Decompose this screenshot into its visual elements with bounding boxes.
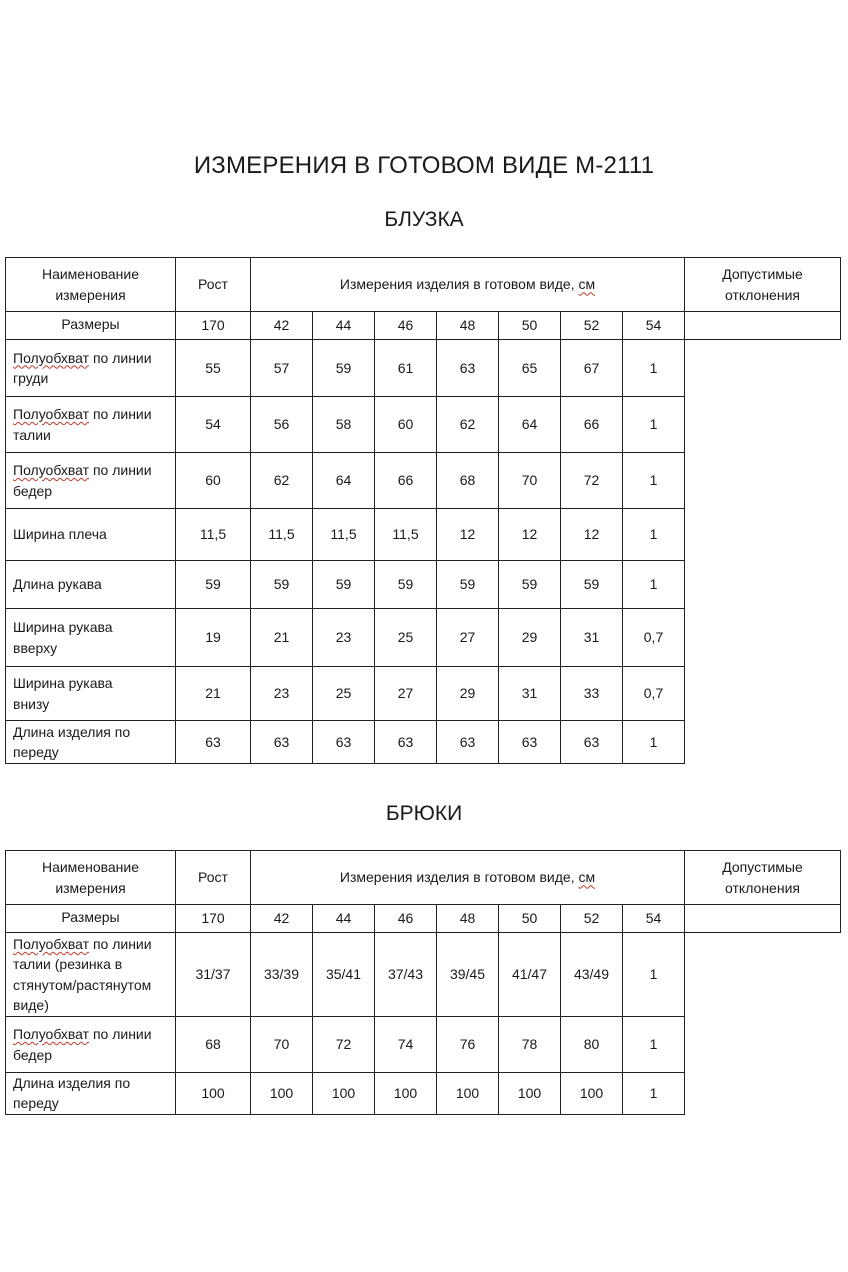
measurement-name: Длина рукава xyxy=(6,561,176,609)
measurement-value: 25 xyxy=(313,667,375,721)
measurement-value: 67 xyxy=(561,340,623,397)
table-row xyxy=(6,1073,841,1115)
size-header: 42 xyxy=(251,312,313,340)
table-row xyxy=(6,609,841,667)
measurement-value: 63 xyxy=(313,721,375,764)
height-value: 170 xyxy=(176,312,251,340)
measurement-value: 63 xyxy=(561,721,623,764)
tolerance-value: 1 xyxy=(623,340,685,397)
measurement-value: 11,5 xyxy=(313,509,375,561)
tolerance-value: 1 xyxy=(623,397,685,453)
measurement-value: 100 xyxy=(561,1073,623,1115)
measurement-name: Полуобхват по линии груди xyxy=(6,340,176,397)
table-row xyxy=(6,340,841,397)
measurement-value: 80 xyxy=(561,1017,623,1073)
measurement-value: 100 xyxy=(375,1073,437,1115)
measurement-value: 68 xyxy=(437,453,499,509)
measurement-value: 23 xyxy=(251,667,313,721)
header-height: Рост xyxy=(176,851,251,905)
sizes-label: Размеры xyxy=(6,905,176,933)
page-title: ИЗМЕРЕНИЯ В ГОТОВОМ ВИДЕ М-2111 xyxy=(193,152,655,179)
size-header: 44 xyxy=(313,905,375,933)
measurement-value: 61 xyxy=(375,340,437,397)
table-row xyxy=(6,1017,841,1073)
measurement-value: 63 xyxy=(437,721,499,764)
table-row xyxy=(6,667,841,721)
measurement-value: 12 xyxy=(499,509,561,561)
tolerance-value: 1 xyxy=(623,1073,685,1115)
measurement-value: 59 xyxy=(313,561,375,609)
size-header: 44 xyxy=(313,312,375,340)
measurement-value: 59 xyxy=(176,561,251,609)
measurement-name: Длина изделия по переду xyxy=(6,1073,176,1115)
measurement-value: 29 xyxy=(499,609,561,667)
measurement-value: 100 xyxy=(313,1073,375,1115)
measurement-value: 60 xyxy=(375,397,437,453)
sizes-label: Размеры xyxy=(6,312,176,340)
measurement-value: 74 xyxy=(375,1017,437,1073)
measurement-value: 11,5 xyxy=(251,509,313,561)
measurement-value: 19 xyxy=(176,609,251,667)
measurement-value: 56 xyxy=(251,397,313,453)
table-row xyxy=(6,933,841,1017)
measurement-value: 29 xyxy=(437,667,499,721)
measurement-value: 12 xyxy=(437,509,499,561)
measurement-name: Полуобхват по линии талии (резинка в стянутом/растянутом виде) xyxy=(6,933,176,1017)
measurement-value: 33 xyxy=(561,667,623,721)
header-measurements: Измерения изделия в готовом виде, см xyxy=(251,851,685,905)
measurement-value: 100 xyxy=(251,1073,313,1115)
measurement-value: 63 xyxy=(251,721,313,764)
measurement-name: Длина изделия по переду xyxy=(6,721,176,764)
measurement-value: 11,5 xyxy=(176,509,251,561)
size-header: 52 xyxy=(561,312,623,340)
trousers-heading: БРЮКИ xyxy=(385,802,463,825)
measurement-value: 27 xyxy=(437,609,499,667)
measurement-value: 62 xyxy=(251,453,313,509)
tolerance-value: 1 xyxy=(623,509,685,561)
header-name: Наименование измерения xyxy=(6,258,176,312)
measurement-value: 27 xyxy=(375,667,437,721)
table-row xyxy=(6,397,841,453)
table-row xyxy=(6,453,841,509)
blouse-table xyxy=(5,257,841,764)
table-row xyxy=(6,561,841,609)
tolerance-value: 1 xyxy=(623,453,685,509)
header-height: Рост xyxy=(176,258,251,312)
measurement-value: 63 xyxy=(437,340,499,397)
measurement-value: 31 xyxy=(499,667,561,721)
size-header: 46 xyxy=(375,905,437,933)
measurement-value: 33/39 xyxy=(251,933,313,1017)
measurement-value: 64 xyxy=(499,397,561,453)
measurement-name: Ширина рукава вверху xyxy=(6,609,176,667)
tolerance-value: 1 xyxy=(623,1017,685,1073)
measurement-value: 63 xyxy=(375,721,437,764)
measurement-value: 100 xyxy=(437,1073,499,1115)
measurement-value: 31/37 xyxy=(176,933,251,1017)
size-header: 52 xyxy=(561,905,623,933)
measurement-value: 63 xyxy=(499,721,561,764)
measurement-value: 78 xyxy=(499,1017,561,1073)
measurement-name: Полуобхват по линии бедер xyxy=(6,453,176,509)
measurement-value: 72 xyxy=(313,1017,375,1073)
size-header: 48 xyxy=(437,312,499,340)
measurement-value: 54 xyxy=(176,397,251,453)
tolerance-empty xyxy=(685,312,841,340)
measurement-value: 59 xyxy=(437,561,499,609)
header-tolerance: Допустимые отклонения xyxy=(685,258,841,312)
size-header: 42 xyxy=(251,905,313,933)
header-measurements: Измерения изделия в готовом виде, см xyxy=(251,258,685,312)
measurement-value: 23 xyxy=(313,609,375,667)
measurement-value: 62 xyxy=(437,397,499,453)
measurement-name: Ширина плеча xyxy=(6,509,176,561)
measurement-value: 21 xyxy=(251,609,313,667)
measurement-name: Ширина рукава внизу xyxy=(6,667,176,721)
measurement-value: 100 xyxy=(499,1073,561,1115)
measurement-value: 64 xyxy=(313,453,375,509)
trousers-table xyxy=(5,850,841,1115)
measurement-value: 37/43 xyxy=(375,933,437,1017)
measurement-value: 25 xyxy=(375,609,437,667)
measurement-value: 100 xyxy=(176,1073,251,1115)
measurement-value: 59 xyxy=(561,561,623,609)
header-name: Наименование измерения xyxy=(6,851,176,905)
size-header: 50 xyxy=(499,905,561,933)
blouse-heading: БЛУЗКА xyxy=(384,208,464,231)
tolerance-value: 0,7 xyxy=(623,609,685,667)
measurement-value: 31 xyxy=(561,609,623,667)
measurement-value: 59 xyxy=(251,561,313,609)
tolerance-value: 1 xyxy=(623,933,685,1017)
size-header: 54 xyxy=(623,312,685,340)
measurement-value: 66 xyxy=(375,453,437,509)
measurement-value: 76 xyxy=(437,1017,499,1073)
tolerance-value: 0,7 xyxy=(623,667,685,721)
measurement-value: 58 xyxy=(313,397,375,453)
size-header: 48 xyxy=(437,905,499,933)
measurement-value: 21 xyxy=(176,667,251,721)
measurement-value: 57 xyxy=(251,340,313,397)
measurement-value: 68 xyxy=(176,1017,251,1073)
measurement-value: 72 xyxy=(561,453,623,509)
measurement-value: 39/45 xyxy=(437,933,499,1017)
measurement-name: Полуобхват по линии бедер xyxy=(6,1017,176,1073)
tolerance-empty xyxy=(685,905,841,933)
header-tolerance: Допустимые отклонения xyxy=(685,851,841,905)
table-row xyxy=(6,721,841,764)
measurement-value: 66 xyxy=(561,397,623,453)
measurement-value: 63 xyxy=(176,721,251,764)
measurement-value: 65 xyxy=(499,340,561,397)
measurement-value: 43/49 xyxy=(561,933,623,1017)
measurement-value: 59 xyxy=(499,561,561,609)
measurement-value: 60 xyxy=(176,453,251,509)
measurement-value: 70 xyxy=(499,453,561,509)
tolerance-value: 1 xyxy=(623,561,685,609)
measurement-value: 35/41 xyxy=(313,933,375,1017)
measurement-value: 11,5 xyxy=(375,509,437,561)
measurement-value: 59 xyxy=(313,340,375,397)
tolerance-value: 1 xyxy=(623,721,685,764)
size-header: 54 xyxy=(623,905,685,933)
measurement-value: 55 xyxy=(176,340,251,397)
measurement-value: 41/47 xyxy=(499,933,561,1017)
size-header: 46 xyxy=(375,312,437,340)
measurement-value: 70 xyxy=(251,1017,313,1073)
height-value: 170 xyxy=(176,905,251,933)
measurement-value: 12 xyxy=(561,509,623,561)
size-header: 50 xyxy=(499,312,561,340)
measurement-name: Полуобхват по линии талии xyxy=(6,397,176,453)
measurement-value: 59 xyxy=(375,561,437,609)
table-row xyxy=(6,509,841,561)
